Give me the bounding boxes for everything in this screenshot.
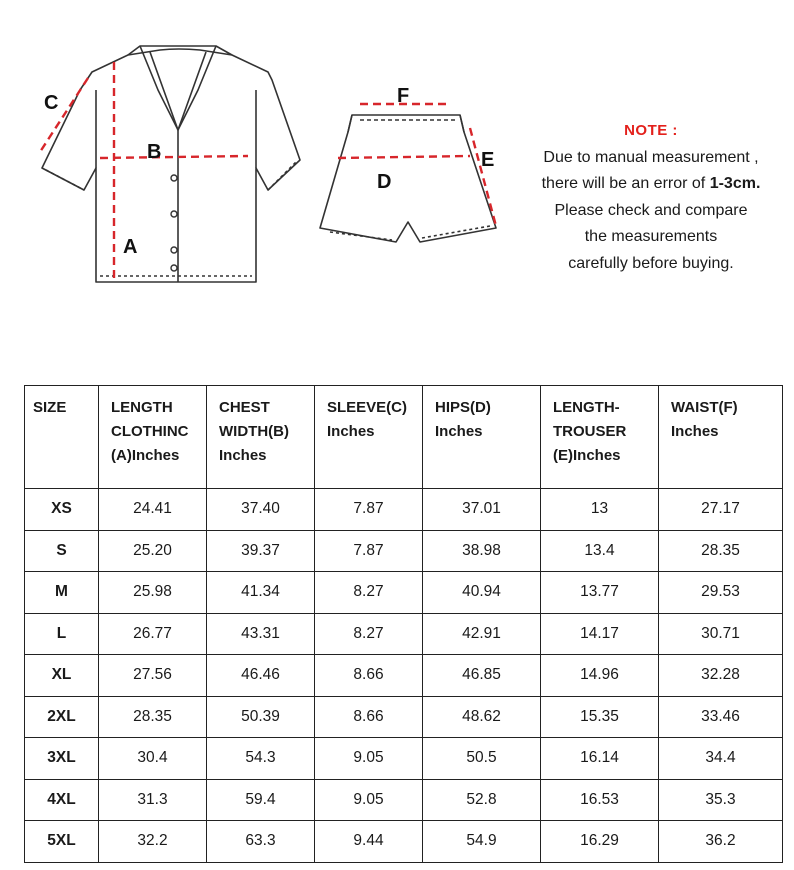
- waist-cell: 34.4: [659, 738, 783, 780]
- table-row: [25, 779, 783, 821]
- table-row: [25, 489, 783, 531]
- size-cell: 3XL: [25, 738, 99, 780]
- header-sleeve: SLEEVE(C) Inches: [315, 386, 423, 489]
- length-trouser-cell: 13: [541, 489, 659, 531]
- size-cell: XS: [25, 489, 99, 531]
- shorts-measure-lines: [338, 104, 496, 226]
- length-clothing-cell: 28.35: [99, 696, 207, 738]
- sleeve-cell: 9.44: [315, 821, 423, 863]
- header-size: SIZE: [25, 386, 99, 489]
- size-cell: M: [25, 572, 99, 614]
- table-row: [25, 655, 783, 697]
- chest-width-cell: 54.3: [207, 738, 315, 780]
- sleeve-cell: 8.66: [315, 696, 423, 738]
- shorts-illustration: [320, 115, 496, 242]
- note-line-2-text: there will be an error of: [541, 175, 710, 192]
- hips-cell: 42.91: [423, 613, 541, 655]
- chest-width-cell: 41.34: [207, 572, 315, 614]
- note-line-4: the measurements: [584, 228, 718, 245]
- label-e: E: [481, 149, 495, 171]
- sleeve-cell: 7.87: [315, 489, 423, 531]
- table-row: [25, 696, 783, 738]
- measurement-note: [520, 118, 782, 277]
- waist-cell: 33.46: [659, 696, 783, 738]
- length-clothing-cell: 25.20: [99, 530, 207, 572]
- length-trouser-cell: 14.17: [541, 613, 659, 655]
- chest-width-cell: 63.3: [207, 821, 315, 863]
- note-line-1: Due to manual measurement ,: [543, 148, 759, 166]
- size-cell: L: [25, 613, 99, 655]
- sleeve-cell: 8.66: [315, 655, 423, 697]
- header-waist: WAIST(F) Inches: [659, 386, 783, 489]
- length-clothing-cell: 27.56: [99, 655, 207, 697]
- size-cell: S: [25, 530, 99, 572]
- table-row: [25, 572, 783, 614]
- label-b: B: [147, 141, 162, 163]
- length-clothing-cell: 32.2: [99, 821, 207, 863]
- sleeve-cell: 8.27: [315, 613, 423, 655]
- chest-width-cell: 46.46: [207, 655, 315, 697]
- hips-cell: 50.5: [423, 738, 541, 780]
- chest-width-cell: 59.4: [207, 779, 315, 821]
- length-trouser-cell: 16.29: [541, 821, 659, 863]
- chest-width-cell: 50.39: [207, 696, 315, 738]
- sleeve-cell: 9.05: [315, 738, 423, 780]
- hips-cell: 38.98: [423, 530, 541, 572]
- table-row: [25, 530, 783, 572]
- waist-cell: 35.3: [659, 779, 783, 821]
- size-cell: 4XL: [25, 779, 99, 821]
- length-trouser-cell: 13.77: [541, 572, 659, 614]
- length-clothing-cell: 26.77: [99, 613, 207, 655]
- size-cell: XL: [25, 655, 99, 697]
- waist-cell: 28.35: [659, 530, 783, 572]
- size-cell: 2XL: [25, 696, 99, 738]
- length-clothing-cell: 31.3: [99, 779, 207, 821]
- label-f: F: [397, 85, 410, 107]
- sleeve-cell: 8.27: [315, 572, 423, 614]
- length-trouser-cell: 16.53: [541, 779, 659, 821]
- length-clothing-cell: 30.4: [99, 738, 207, 780]
- waist-cell: 30.71: [659, 613, 783, 655]
- length-trouser-cell: 16.14: [541, 738, 659, 780]
- note-line-5: carefully before buying.: [568, 254, 734, 272]
- note-error-range: 1-3cm.: [709, 175, 761, 192]
- label-d: D: [377, 171, 392, 193]
- length-trouser-cell: 15.35: [541, 696, 659, 738]
- note-title: NOTE :: [624, 122, 678, 139]
- waist-cell: 27.17: [659, 489, 783, 531]
- size-chart-body: [25, 489, 783, 863]
- header-row: [25, 386, 783, 489]
- waist-cell: 32.28: [659, 655, 783, 697]
- length-clothing-cell: 24.41: [99, 489, 207, 531]
- length-clothing-cell: 25.98: [99, 572, 207, 614]
- chest-width-cell: 37.40: [207, 489, 315, 531]
- header-length-trouser: LENGTH- TROUSER (E)Inches: [541, 386, 659, 489]
- note-line-3: Please check and compare: [554, 201, 748, 219]
- hips-cell: 54.9: [423, 821, 541, 863]
- length-trouser-cell: 13.4: [541, 530, 659, 572]
- size-chart-table: [24, 385, 783, 863]
- hips-cell: 37.01: [423, 489, 541, 531]
- table-row: [25, 738, 783, 780]
- header-hips: HIPS(D) Inches: [423, 386, 541, 489]
- chest-width-cell: 39.37: [207, 530, 315, 572]
- header-chest-width: CHEST WIDTH(B) Inches: [207, 386, 315, 489]
- size-chart-header: [25, 386, 783, 489]
- shirt-buttons: [171, 175, 177, 271]
- header-length-clothing: LENGTH CLOTHINC (A)Inches: [99, 386, 207, 489]
- hips-cell: 40.94: [423, 572, 541, 614]
- shirt-measure-lines: [40, 62, 248, 280]
- waist-cell: 29.53: [659, 572, 783, 614]
- size-cell: 5XL: [25, 821, 99, 863]
- hips-cell: 46.85: [423, 655, 541, 697]
- length-trouser-cell: 14.96: [541, 655, 659, 697]
- note-line-2: [520, 171, 782, 198]
- label-a: A: [123, 236, 138, 258]
- sleeve-cell: 7.87: [315, 530, 423, 572]
- table-row: [25, 821, 783, 863]
- waist-cell: 36.2: [659, 821, 783, 863]
- sleeve-cell: 9.05: [315, 779, 423, 821]
- label-c: C: [44, 92, 59, 114]
- table-row: [25, 613, 783, 655]
- shirt-illustration: [42, 46, 300, 282]
- hips-cell: 52.8: [423, 779, 541, 821]
- chest-width-cell: 43.31: [207, 613, 315, 655]
- hips-cell: 48.62: [423, 696, 541, 738]
